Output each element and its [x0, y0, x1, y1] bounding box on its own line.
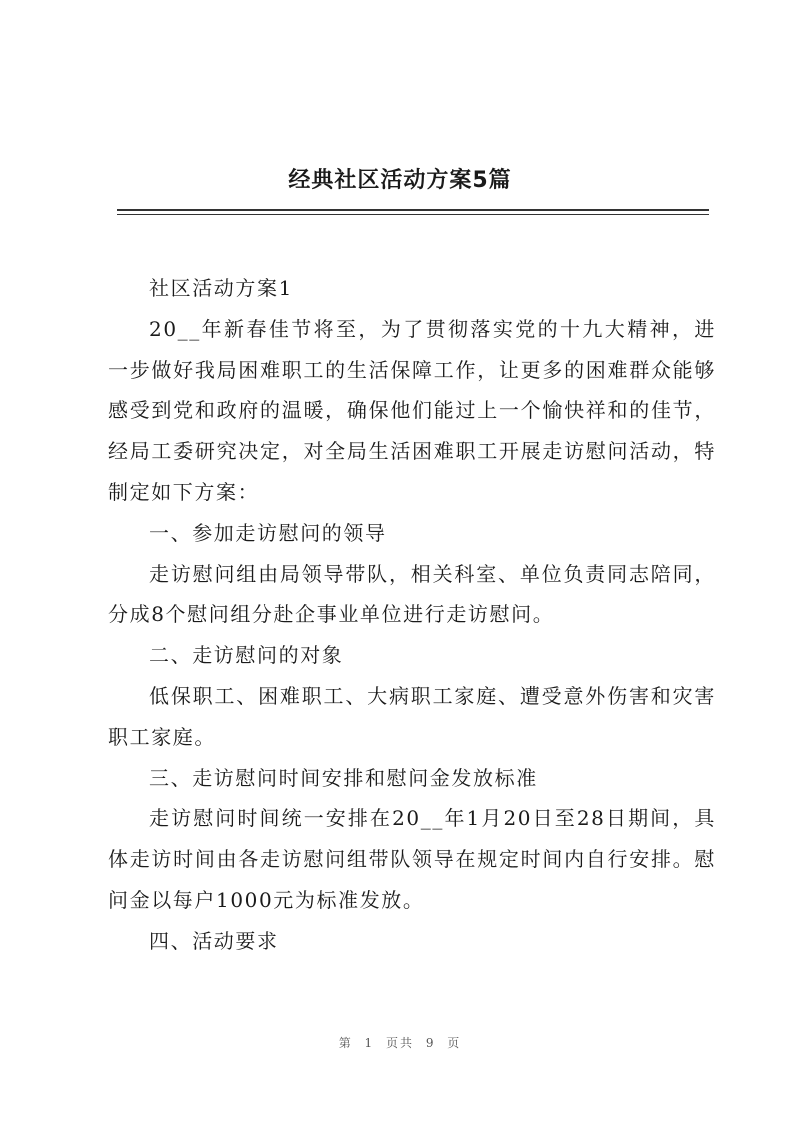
section-heading: 社区活动方案1 [149, 276, 293, 300]
section-heading: 四、活动要求 [149, 928, 279, 953]
section-heading: 一、参加走访慰问的领导 [149, 520, 387, 545]
body-paragraph: 20__年新春佳节将至，为了贯彻落实党的十九大精神，进一步做好我局困难职工的生活保障工作，让更多的困难群众能够感受到党和政府的温暖，确保他们能过上一个愉快祥和的佳节，经局工委研究决定，对全局生活困难职工开展走访慰问活动，特制定如下方案： [108, 316, 716, 504]
document-title: 经典社区活动方案5篇 [288, 168, 512, 193]
section-heading: 三、走访慰问时间安排和慰问金发放标准 [149, 765, 538, 790]
section-heading: 二、走访慰问的对象 [149, 643, 344, 668]
body-paragraph: 走访慰问组由局领导带队，相关科室、单位负责同志陪同，分成8个慰问组分赴企事业单位进行走访慰问。 [108, 561, 716, 627]
body-paragraph: 走访慰问时间统一安排在20__年1月20日至28日期间，具体走访时间由各走访慰问组带队领导在规定时间内自行安排。慰问金以每户1000元为标准发放。 [108, 806, 716, 912]
title-divider-thick [117, 209, 709, 211]
page-footer: 第 1 页共 9 页 [338, 1036, 462, 1050]
body-paragraph: 低保职工、困难职工、大病职工家庭、遭受意外伤害和灾害职工家庭。 [108, 683, 716, 749]
title-divider-thin [117, 214, 709, 215]
document-body [108, 268, 716, 962]
